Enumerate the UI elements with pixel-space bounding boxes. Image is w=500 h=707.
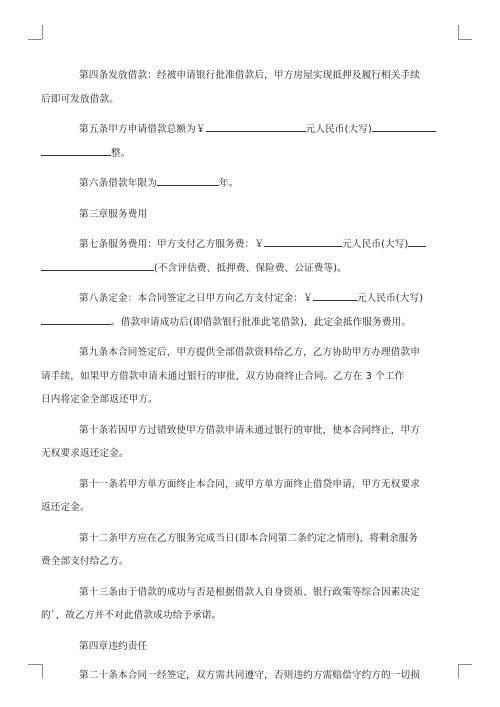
article-8	[60, 287, 445, 334]
article-4-line-1: 第四条发放借款：经被申请银行批准借款后，甲方房屋实现抵押及履行相关手续	[79, 70, 421, 81]
article-7-currency: 元人民币(大写)	[342, 239, 409, 250]
article-9-line-2: 请手续，如果甲方借款申请未通过银行的审批，双方协商终止合同。乙方在 3 个工作	[41, 370, 405, 382]
loan-term-blank[interactable]	[157, 176, 219, 186]
deposit-words-blank[interactable]	[41, 315, 111, 325]
article-4	[41, 64, 445, 111]
chapter-3-heading	[60, 203, 445, 227]
article-7-label: 第七条服务费用：甲方支付乙方服务费：￥	[79, 239, 265, 250]
article-8-label: 第八条定金：本合同签定之日甲方向乙方支付定金：￥	[79, 293, 313, 304]
article-5	[60, 118, 445, 165]
article-10	[41, 419, 445, 466]
article-5-label: 第五条甲方申请借款总额为￥	[79, 124, 206, 135]
loan-amount-blank[interactable]	[206, 122, 306, 132]
article-20-line-1: 第二十条本合同一经签定，双方需共同遵守，否则违约方需赔偿守约方的一切损	[79, 670, 421, 681]
chapter-3-title: 第三章服务费用	[79, 208, 148, 220]
article-12-line-1: 第十二条甲方应在乙方服务完成当日(即本合同第二条约定之情形)，将剩余服务	[79, 532, 419, 544]
article-4-line-2: 后即可发放借款。	[41, 93, 119, 105]
article-6	[60, 172, 445, 196]
article-6-end: 年。	[218, 178, 239, 189]
article-8-currency: 元人民币(大写)	[356, 293, 424, 304]
article-13-line-1: 第十三条由于借款的成功与否是根据借款人自身资质、银行政策等综合因素决定	[79, 586, 421, 598]
service-fee-words-blank[interactable]	[408, 237, 426, 247]
chapter-4-title: 第四章违约责任	[79, 640, 148, 652]
article-11-line-1: 第十一条若甲方单方面终止本合同，或甲方单方面终止借贷申请，甲方无权要求	[79, 478, 421, 490]
article-5-end: 整。	[111, 147, 131, 159]
article-7-note: (不含评估费、抵押费、保险费、公证费等)。	[154, 262, 347, 274]
chapter-4-heading	[60, 635, 445, 659]
article-7	[60, 233, 445, 280]
article-9-line-1: 第九条本合同签定后，甲方提供全部借款资料给乙方，乙方协助甲方办理借款申	[79, 347, 421, 358]
article-5-currency: 元人民币(大写)	[305, 124, 372, 135]
loan-amount-words-blank-cont[interactable]	[41, 146, 111, 156]
article-13-line-2: 的`，故乙方并不对此借款成功给予承诺。	[41, 610, 222, 621]
article-12-line-2: 费全部支付给乙方。	[41, 556, 129, 567]
article-20	[60, 664, 445, 688]
article-10-line-1: 第十条若因甲方过错致使甲方借款申请未通过银行的审批，使本合同终止，甲方	[79, 424, 421, 436]
article-6-label: 第六条借款年限为	[79, 178, 157, 189]
article-11-line-2: 返还定金。	[41, 502, 90, 513]
article-8-note: 。借款申请成功后(即借款银行批准此笔借款)，此定金抵作服务费用。	[111, 316, 412, 328]
article-10-line-2: 无权要求返还定金。	[41, 448, 129, 459]
service-fee-blank[interactable]	[264, 237, 342, 247]
loan-amount-words-blank[interactable]	[372, 122, 436, 132]
article-9	[41, 341, 445, 412]
article-13	[41, 581, 445, 628]
document-body	[41, 64, 445, 695]
deposit-blank[interactable]	[313, 291, 357, 301]
article-9-line-3: 日内将定金全部返还甲方。	[41, 394, 158, 405]
article-11	[41, 473, 445, 520]
article-12	[41, 527, 445, 574]
service-fee-words-blank-cont[interactable]	[41, 261, 154, 271]
